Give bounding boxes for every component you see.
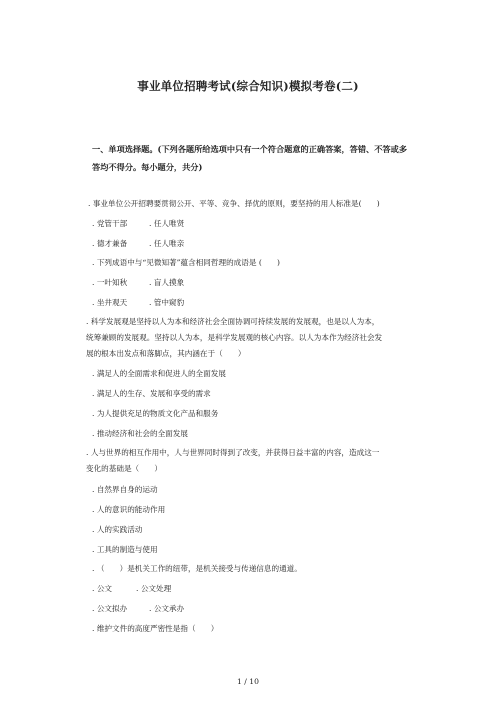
question-3-option-a: . 满足人的全面需求和促进人的全面发展: [92, 369, 226, 378]
question-3-line1: . 科学发展观是坚持以人为本和经济社会全面协调可持续发展的发展观，也是以人为本，: [86, 317, 380, 326]
section-heading-line2: 答均不得分。每小题分，共分): [92, 162, 203, 172]
question-5-text: . （ ）是机关工作的纽带，是机关接受与传递信息的通道。: [92, 564, 302, 573]
question-1-option-d: . 任人唯亲: [149, 239, 185, 248]
question-4-line2: 变化的基础是（ ）: [86, 464, 162, 473]
question-3-option-c: . 为人提供充足的物质文化产品和服务: [92, 409, 219, 418]
question-3-line3: 展的根本出发点和落脚点，其内涵在于（ ）: [86, 349, 246, 358]
question-4-line1: . 人与世界的相互作用中，人与世界同时得到了改变，并获得日益丰富的内容，造成这一: [86, 448, 380, 457]
question-3-line2: 统筹兼顾的发展观。坚持以人为本，是科学发展观的核心内容。以人为本作为经济社会发: [86, 333, 383, 342]
question-5-option-b: . 公文处理: [136, 584, 172, 593]
question-5-option-d: . 公文承办: [149, 604, 185, 613]
question-2-option-b: . 盲人摸象: [149, 278, 185, 287]
question-1-option-b: . 任人唯贤: [149, 219, 185, 228]
question-4-option-a: . 自然界自身的运动: [92, 485, 158, 494]
question-1-option-c: . 德才兼备: [92, 239, 128, 248]
question-2-option-c: . 坐井观天: [92, 298, 128, 307]
question-3-option-d: . 推动经济和社会的全面发展: [92, 429, 188, 438]
section-heading: [92, 140, 422, 176]
question-1-text: . 事业单位公开招聘要贯彻公开、平等、竞争、择优的原则，要坚持的用人标准是( ): [88, 199, 380, 208]
question-5-option-a: . 公文: [92, 584, 113, 593]
question-5-option-c: . 公文拟办: [92, 604, 128, 613]
question-4-option-d: . 工具的制造与使用: [92, 545, 158, 554]
question-3-option-b: . 满足人的生存、发展和享受的需求: [92, 389, 211, 398]
question-4-option-b: . 人的意识的能动作用: [92, 505, 166, 514]
question-2-text: . 下列成语中与“见微知著”蕴含相同哲理的成语是 ( ): [92, 258, 280, 267]
section-heading-line1: 一、单项选择题。(下列各题所给选项中只有一个符合题意的正确答案，答错、不答或多: [92, 144, 408, 154]
document-title: 事业单位招聘考试(综合知识)模拟考卷(二): [137, 79, 359, 93]
question-1-option-a: . 党管干部: [92, 219, 128, 228]
question-4-option-c: . 人的实践活动: [92, 525, 143, 534]
question-2-option-a: . 一叶知秋: [92, 278, 128, 287]
question-6-text: . 维护文件的高度严密性是指（ ）: [92, 624, 219, 633]
question-2-option-d: . 管中窥豹: [149, 298, 185, 307]
page-indicator: 1 / 10: [237, 677, 259, 686]
